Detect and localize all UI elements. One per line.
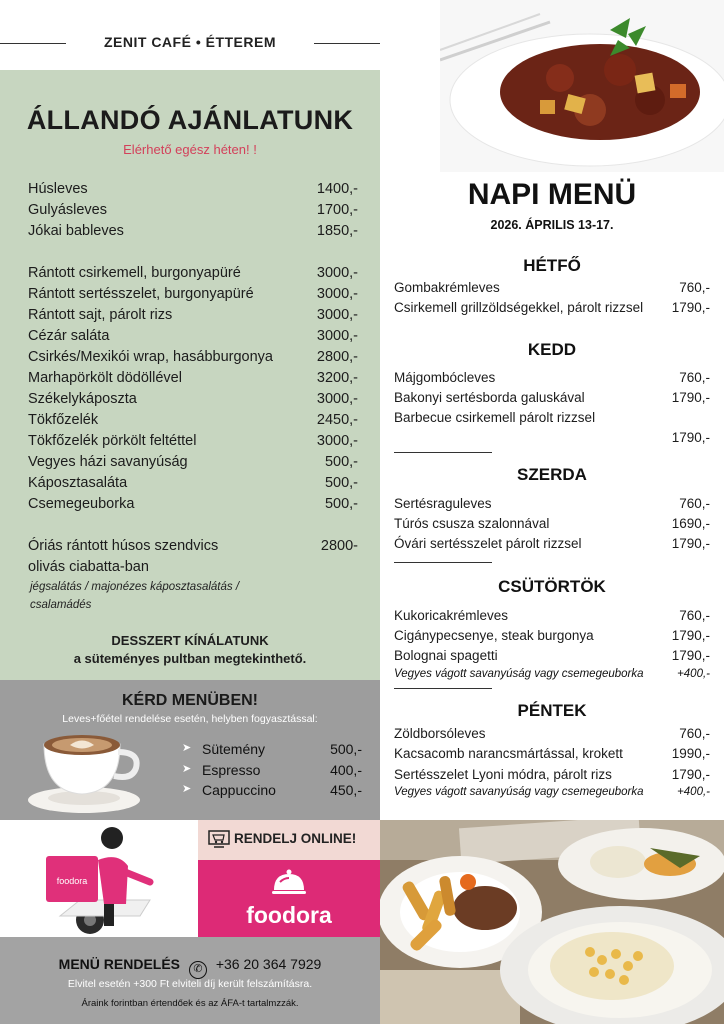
ask-menu-subtitle: Leves+főétel rendelése esetén, helyben fogyasztással: (62, 713, 318, 725)
phone-order-line (0, 956, 380, 979)
plated-dishes-photo (380, 820, 724, 1024)
ask-menu-panel: KÉRD MENÜBEN! Leves+főétel rendelése esetén, helyben fogyasztással: ➤ Sütemény 500,- ➤ Espresso 400,- ➤ Cappuccino 450,- (0, 680, 380, 820)
phone-order-label: MENÜ RENDELÉS (58, 956, 181, 972)
divider (394, 688, 492, 689)
dessert-note: DESSZERT KÍNÁLATUNK a süteményes pultban megtekinthető. (73, 633, 307, 666)
divider (394, 452, 492, 453)
daily-menu-date: 2026. ÁPRILIS 13-17. (490, 218, 614, 232)
header-rule-right (314, 43, 380, 44)
phone-icon: ✆ (189, 961, 207, 979)
order-online-banner (198, 820, 380, 860)
phone-number[interactable]: +36 20 364 7929 (215, 956, 322, 972)
permanent-menu-title: ÁLLANDÓ AJÁNLATUNK (26, 105, 354, 135)
brand-name: ZENIT CAFÉ • ÉTTEREM (103, 34, 276, 50)
day-heading-monday: HÉTFŐ (523, 256, 581, 275)
shopping-cart-icon (208, 829, 230, 849)
daily-menu-title: NAPI MENÜ (467, 178, 637, 211)
order-online-label: RENDELJ ONLINE! (234, 831, 357, 846)
arrow-icon: ➤ (182, 783, 192, 795)
vat-note: Áraink forintban értendőek és az ÁFA-t tartalmzzák. (81, 998, 299, 1009)
sandwich-note: jégsalátás / majonézes káposztasalátás / csalamádés (30, 581, 240, 611)
delivery-courier-photo (0, 820, 198, 937)
day-heading-wednesday: SZERDA (517, 465, 587, 484)
foodora-wordmark: foodora (246, 902, 332, 928)
beef-stew-photo (440, 0, 724, 172)
day-heading-friday: PÉNTEK (517, 701, 587, 720)
takeaway-note: Elvitel esetén +300 Ft elviteli díj került felszámításra. (67, 978, 313, 990)
pickle-note: Vegyes vágott savanyúság vagy csemegeuborka +400,- (394, 668, 710, 680)
ask-menu-title: KÉRD MENÜBEN! (122, 692, 258, 709)
arrow-icon: ➤ (182, 742, 192, 754)
pickle-note: Vegyes vágott savanyúság vagy csemegeuborka +400,- (394, 786, 710, 798)
permanent-menu-panel: ÁLLANDÓ AJÁNLATUNK Elérhető egész héten! ! Húsleves 1400,- Gulyásleves 1700,- Jókai bableves 1850,- Rántott csirkemell, burgonyapüré 3000,- Rántott sertésszelet, burgonyapüré 3000,- Rántott sajt, párolt rizs 3000,- Cézár saláta 3000,- Csirkés/Mexikói wrap, hasábburgonya 2800,- Marhapörkölt dödöllével 3200,- Székelykáposzta 3000,- Tökfőzelék 2450,- Tökfőzelék pörkölt feltéttel 3000,- Vegyes házi savanyúság 500,- Káposztasaláta 500,- Csemegeuborka 500,- Óriás rántott húsos szendvics 2800- olivás ciabatta-ban jégsalátás / majonézes káposztasalátás / csalamádés DESSZERT KÍNÁLATUNK a süteményes pultban megtekinthető. (0, 70, 380, 680)
divider (394, 562, 492, 563)
arrow-icon: ➤ (182, 763, 192, 775)
svg-text:foodora: foodora (56, 876, 88, 886)
order-footer (0, 937, 380, 1024)
day-heading-tuesday: KEDD (527, 340, 577, 359)
foodora-logo[interactable] (198, 860, 380, 937)
cappuccino-cup-photo (26, 730, 146, 814)
day-heading-thursday: CSÜTÖRTÖK (498, 577, 606, 596)
cloche-icon (271, 868, 307, 898)
courier-illustration (0, 820, 198, 937)
permanent-menu-subtitle: Elérhető egész héten! ! (123, 142, 257, 157)
